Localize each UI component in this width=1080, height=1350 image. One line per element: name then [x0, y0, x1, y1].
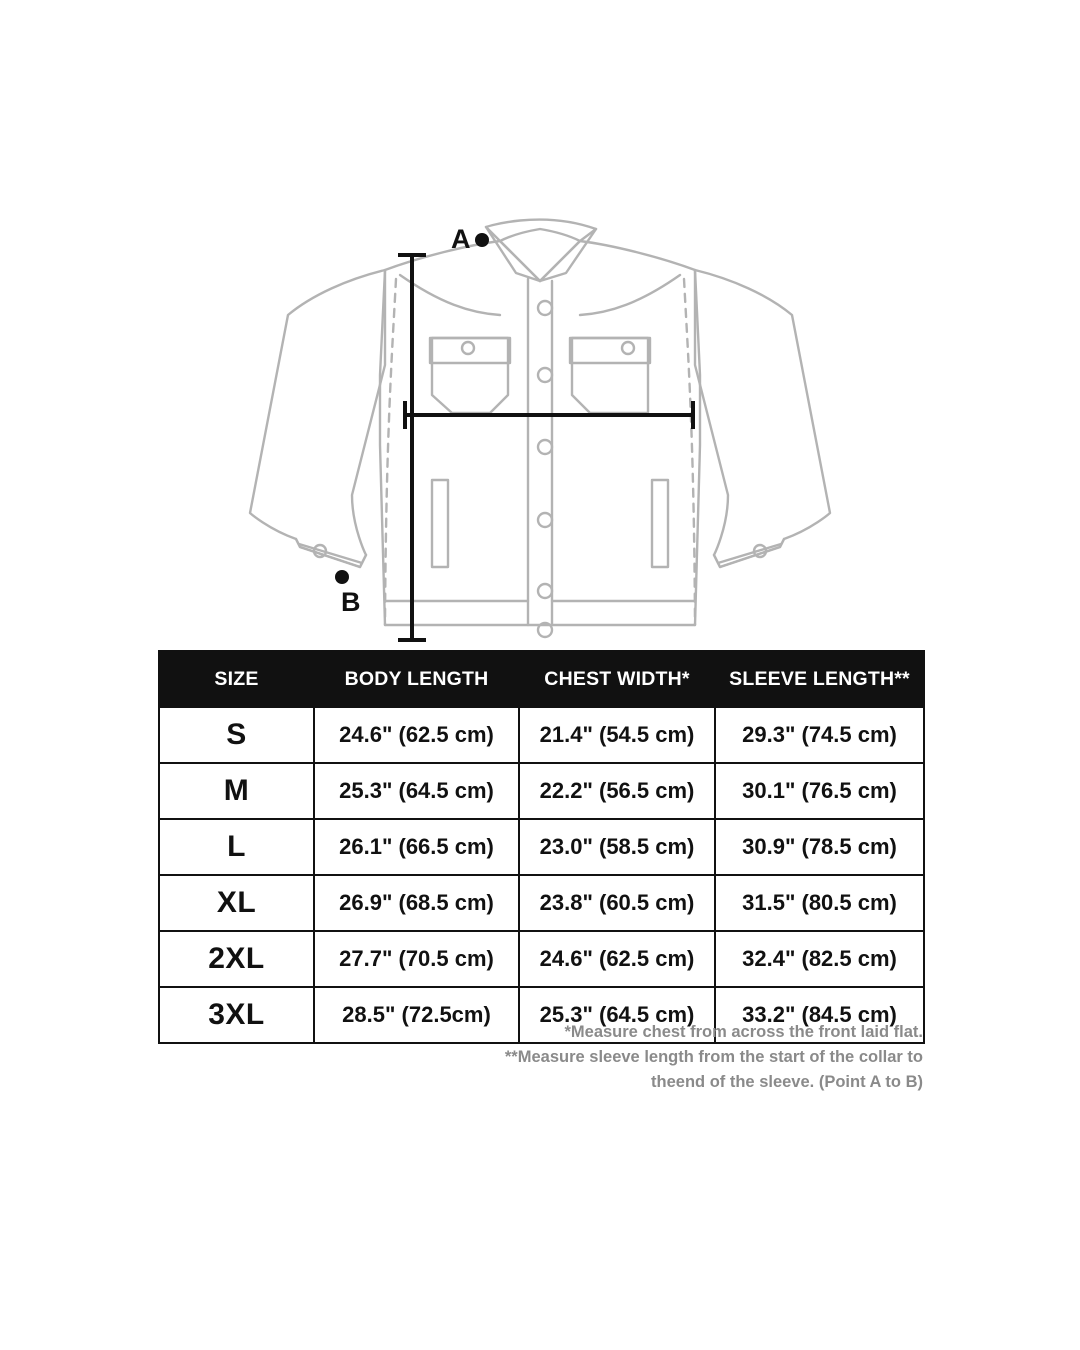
- footnote-line-1: *Measure chest from across the front laid flat.: [564, 1023, 923, 1041]
- cell-chest-width: 23.8" (60.5 cm): [519, 875, 715, 931]
- right-welt-pocket: [652, 480, 668, 567]
- front-button-5: [538, 584, 552, 598]
- cell-chest-width: 21.4" (54.5 cm): [519, 707, 715, 763]
- footnotes: [158, 1020, 923, 1095]
- point-a-marker: [475, 233, 489, 247]
- right-pocket-button: [622, 342, 634, 354]
- cell-size: S: [159, 707, 314, 763]
- table-row: [159, 875, 924, 931]
- table-row: [159, 819, 924, 875]
- point-b-marker: [335, 570, 349, 584]
- left-sleeve-outline: [250, 270, 385, 567]
- front-button-1: [538, 301, 552, 315]
- cell-chest-width: 22.2" (56.5 cm): [519, 763, 715, 819]
- left-cuff-seam: [299, 544, 362, 563]
- right-cuff-seam: [718, 544, 781, 563]
- cell-size: M: [159, 763, 314, 819]
- cell-size: 2XL: [159, 931, 314, 987]
- collar-neckline: [500, 229, 580, 241]
- cell-sleeve-length: 33.2" (84.5 cm): [715, 987, 924, 1043]
- left-pocket-button: [462, 342, 474, 354]
- cell-chest-width: 25.3" (64.5 cm): [519, 987, 715, 1043]
- header-sleeve-length: SLEEVE LENGTH**: [715, 651, 924, 707]
- cell-body-length: 28.5" (72.5cm): [314, 987, 519, 1043]
- footnote-line-3: theend of the sleeve. (Point A to B): [651, 1073, 923, 1091]
- header-chest-width: CHEST WIDTH*: [519, 651, 715, 707]
- cell-size: L: [159, 819, 314, 875]
- cell-body-length: 26.9" (68.5 cm): [314, 875, 519, 931]
- left-welt-pocket: [432, 480, 448, 567]
- jacket-flat-sketch: [0, 195, 1080, 650]
- header-size: SIZE: [159, 651, 314, 707]
- cell-sleeve-length: 32.4" (82.5 cm): [715, 931, 924, 987]
- cell-chest-width: 23.0" (58.5 cm): [519, 819, 715, 875]
- cell-chest-width: 24.6" (62.5 cm): [519, 931, 715, 987]
- left-side-dashed-seam: [385, 279, 396, 625]
- cell-body-length: 24.6" (62.5 cm): [314, 707, 519, 763]
- cell-sleeve-length: 31.5" (80.5 cm): [715, 875, 924, 931]
- cell-size: XL: [159, 875, 314, 931]
- right-chest-pocket: [572, 338, 648, 413]
- cell-body-length: 27.7" (70.5 cm): [314, 931, 519, 987]
- garment-diagram: [0, 195, 1080, 650]
- footnote-line-2: **Measure sleeve length from the start of the collar to: [504, 1048, 923, 1066]
- header-body-length: BODY LENGTH: [314, 651, 519, 707]
- cell-body-length: 26.1" (66.5 cm): [314, 819, 519, 875]
- cell-size: 3XL: [159, 987, 314, 1043]
- right-yoke-seam: [580, 275, 680, 315]
- point-a-label: A: [451, 224, 471, 254]
- left-chest-pocket: [432, 338, 508, 413]
- right-pocket-flap: [570, 338, 650, 363]
- table-header-row: [159, 651, 924, 707]
- table-row: [159, 931, 924, 987]
- front-button-4: [538, 513, 552, 527]
- front-button-3: [538, 440, 552, 454]
- cell-sleeve-length: 29.3" (74.5 cm): [715, 707, 924, 763]
- size-chart-table: [158, 650, 925, 1044]
- front-button-2: [538, 368, 552, 382]
- cell-sleeve-length: 30.9" (78.5 cm): [715, 819, 924, 875]
- table-row: [159, 707, 924, 763]
- left-yoke-seam: [400, 275, 500, 315]
- right-side-dashed-seam: [684, 279, 695, 625]
- cell-sleeve-length: 30.1" (76.5 cm): [715, 763, 924, 819]
- right-sleeve-outline: [695, 270, 830, 567]
- table-row: [159, 763, 924, 819]
- point-b-label: B: [341, 587, 361, 617]
- cell-body-length: 25.3" (64.5 cm): [314, 763, 519, 819]
